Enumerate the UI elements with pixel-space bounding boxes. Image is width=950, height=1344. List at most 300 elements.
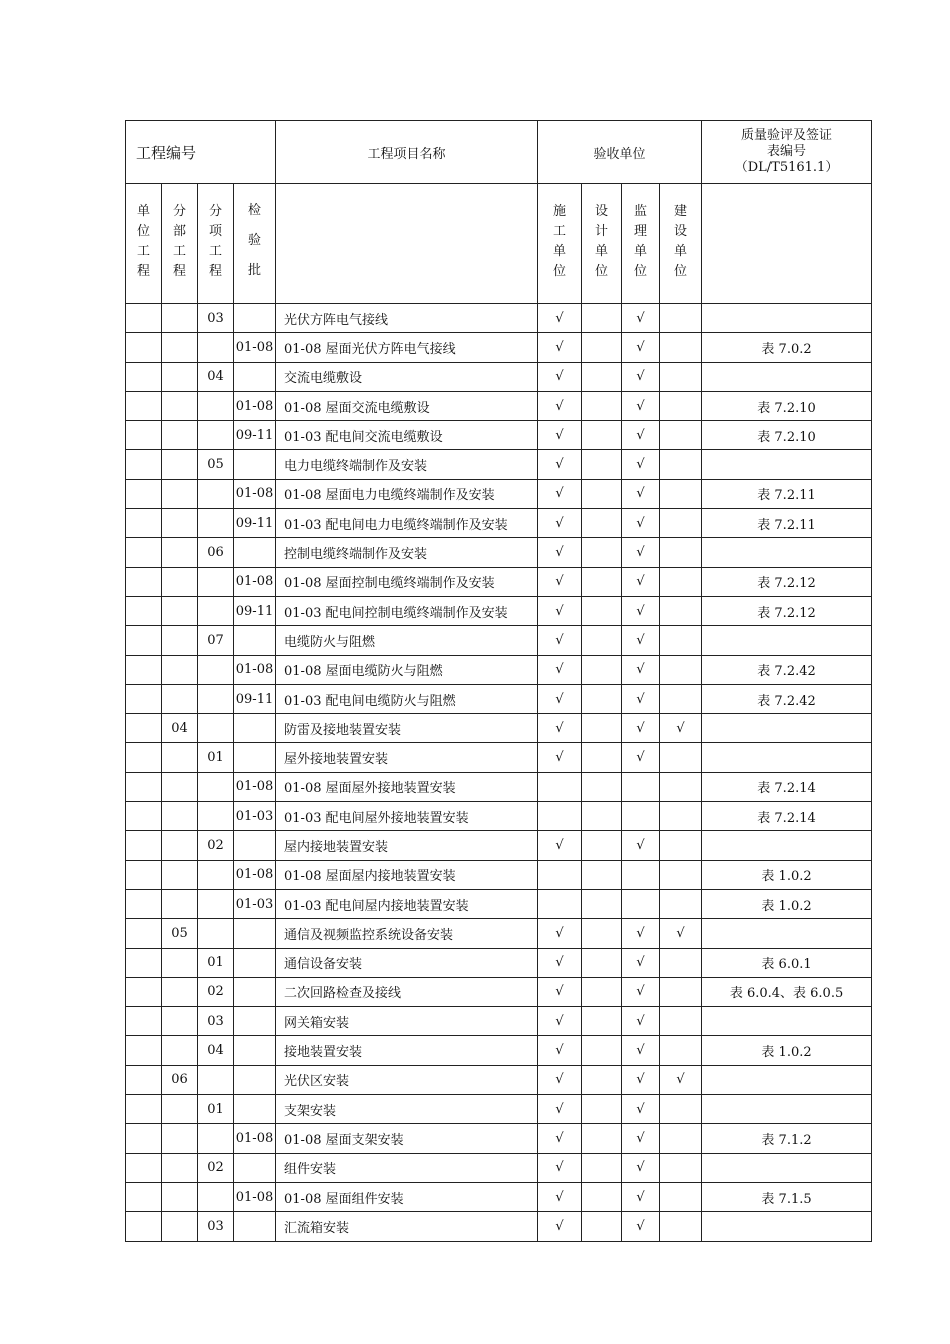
unit-project-cell — [126, 479, 162, 508]
unit-project-cell — [126, 831, 162, 860]
header-row — [126, 121, 872, 184]
form-ref-cell — [702, 304, 872, 333]
item-project-cell: 01 — [198, 948, 234, 977]
project-name-cell: 01-08 屋面屋内接地装置安装 — [276, 860, 538, 889]
unit-project-cell — [126, 772, 162, 801]
table-row — [126, 567, 872, 596]
supervision-check: √ — [622, 684, 660, 713]
project-name-cell: 01-08 屋面电缆防火与阻燃 — [276, 655, 538, 684]
form-ref-cell: 表 7.2.10 — [702, 391, 872, 420]
construction-check: √ — [538, 831, 582, 860]
owner-check: √ — [660, 714, 702, 743]
form-ref-cell: 表 7.0.2 — [702, 333, 872, 362]
design-check — [582, 802, 622, 831]
design-check — [582, 1007, 622, 1036]
form-ref-cell: 表 6.0.4、表 6.0.5 — [702, 977, 872, 1006]
table-row — [126, 1065, 872, 1094]
division-project-cell — [162, 362, 198, 391]
unit-project-cell — [126, 1095, 162, 1124]
form-ref-cell: 表 6.0.1 — [702, 948, 872, 977]
project-name-cell: 通信及视频监控系统设备安装 — [276, 919, 538, 948]
item-project-cell: 02 — [198, 831, 234, 860]
construction-check: √ — [538, 714, 582, 743]
design-check — [582, 1036, 622, 1065]
project-name-cell: 光伏区安装 — [276, 1065, 538, 1094]
project-name-cell: 01-03 配电间屋内接地装置安装 — [276, 889, 538, 918]
project-name-cell: 01-08 屋面屋外接地装置安装 — [276, 772, 538, 801]
division-project-cell — [162, 655, 198, 684]
construction-check: √ — [538, 977, 582, 1006]
division-project-cell — [162, 1212, 198, 1241]
project-name-cell: 支架安装 — [276, 1095, 538, 1124]
design-check — [582, 919, 622, 948]
item-project-cell — [198, 655, 234, 684]
construction-check: √ — [538, 626, 582, 655]
owner-check — [660, 479, 702, 508]
form-ref-cell: 表 7.2.42 — [702, 684, 872, 713]
supervision-check: √ — [622, 479, 660, 508]
table-row — [126, 655, 872, 684]
inspection-lot-cell: 01-08 — [234, 1124, 276, 1153]
construction-check: √ — [538, 333, 582, 362]
design-check — [582, 362, 622, 391]
design-check — [582, 538, 622, 567]
table-row — [126, 1182, 872, 1211]
item-project-cell — [198, 1182, 234, 1211]
owner-check — [660, 977, 702, 1006]
item-project-cell — [198, 567, 234, 596]
division-project-cell — [162, 1036, 198, 1065]
division-project-cell — [162, 479, 198, 508]
supervision-check: √ — [622, 391, 660, 420]
unit-project-cell — [126, 977, 162, 1006]
supervision-check — [622, 889, 660, 918]
design-check — [582, 860, 622, 889]
design-check — [582, 889, 622, 918]
table-row — [126, 802, 872, 831]
project-name-cell: 汇流箱安装 — [276, 1212, 538, 1241]
unit-project-cell — [126, 509, 162, 538]
project-name-cell: 01-08 屋面组件安装 — [276, 1182, 538, 1211]
owner-check — [660, 391, 702, 420]
table-row — [126, 333, 872, 362]
division-project-cell — [162, 421, 198, 450]
inspection-lot-cell — [234, 1153, 276, 1182]
unit-project-cell — [126, 421, 162, 450]
division-project-cell: 04 — [162, 714, 198, 743]
project-name-cell: 01-03 配电间屋外接地装置安装 — [276, 802, 538, 831]
table-row — [126, 860, 872, 889]
unit-project-cell — [126, 948, 162, 977]
unit-project-cell — [126, 391, 162, 420]
unit-project-cell — [126, 714, 162, 743]
supervision-check: √ — [622, 538, 660, 567]
unit-project-cell — [126, 655, 162, 684]
owner-check — [660, 567, 702, 596]
construction-check: √ — [538, 919, 582, 948]
table-row — [126, 421, 872, 450]
project-name-cell: 通信设备安装 — [276, 948, 538, 977]
item-project-cell — [198, 391, 234, 420]
form-ref-cell — [702, 1007, 872, 1036]
owner-check — [660, 509, 702, 538]
project-name-cell: 01-08 屋面光伏方阵电气接线 — [276, 333, 538, 362]
design-check — [582, 626, 622, 655]
supervision-check: √ — [622, 596, 660, 625]
inspection-lot-cell: 01-03 — [234, 889, 276, 918]
item-project-cell: 02 — [198, 977, 234, 1006]
inspection-lot-cell: 01-08 — [234, 479, 276, 508]
project-name-cell: 交流电缆敷设 — [276, 362, 538, 391]
supervision-check: √ — [622, 567, 660, 596]
form-ref-cell: 表 1.0.2 — [702, 1036, 872, 1065]
design-check — [582, 714, 622, 743]
project-name-cell: 屋内接地装置安装 — [276, 831, 538, 860]
item-project-cell: 01 — [198, 1095, 234, 1124]
owner-check — [660, 860, 702, 889]
owner-check — [660, 362, 702, 391]
project-name-cell: 01-08 屋面控制电缆终端制作及安装 — [276, 567, 538, 596]
owner-check — [660, 450, 702, 479]
table-row — [126, 919, 872, 948]
division-project-cell — [162, 567, 198, 596]
construction-check: √ — [538, 1007, 582, 1036]
division-project-cell — [162, 1124, 198, 1153]
unit-project-cell — [126, 919, 162, 948]
inspection-lot-cell: 01-08 — [234, 333, 276, 362]
unit-project-cell — [126, 684, 162, 713]
table-row — [126, 596, 872, 625]
form-ref-cell: 表 7.2.14 — [702, 802, 872, 831]
owner-check — [660, 743, 702, 772]
item-project-cell — [198, 479, 234, 508]
table-row — [126, 1007, 872, 1036]
form-ref-cell — [702, 450, 872, 479]
design-unit-header: 设 计 单 位 — [582, 184, 622, 304]
construction-check: √ — [538, 596, 582, 625]
form-ref-cell: 表 7.1.2 — [702, 1124, 872, 1153]
inspection-lot-cell: 01-08 — [234, 860, 276, 889]
form-ref-cell — [702, 1153, 872, 1182]
supervision-check: √ — [622, 1007, 660, 1036]
item-project-cell — [198, 333, 234, 362]
construction-check: √ — [538, 1212, 582, 1241]
table-row — [126, 772, 872, 801]
design-check — [582, 772, 622, 801]
form-ref-cell — [702, 919, 872, 948]
item-project-cell — [198, 684, 234, 713]
table-row — [126, 362, 872, 391]
unit-project-cell — [126, 1153, 162, 1182]
item-project-header: 分 项 工 程 — [198, 184, 234, 304]
construction-check: √ — [538, 421, 582, 450]
table-row — [126, 1212, 872, 1241]
item-project-cell — [198, 509, 234, 538]
quality-ref-line3: （DL/T5161.1） — [734, 160, 839, 175]
owner-check — [660, 1036, 702, 1065]
table-row — [126, 948, 872, 977]
inspection-lot-cell — [234, 304, 276, 333]
item-project-cell — [198, 421, 234, 450]
design-check — [582, 596, 622, 625]
design-check — [582, 1153, 622, 1182]
form-ref-cell: 表 7.2.42 — [702, 655, 872, 684]
design-check — [582, 1065, 622, 1094]
division-project-cell — [162, 684, 198, 713]
project-name-cell: 控制电缆终端制作及安装 — [276, 538, 538, 567]
form-ref-cell: 表 7.2.11 — [702, 479, 872, 508]
item-project-cell — [198, 1065, 234, 1094]
unit-project-cell — [126, 567, 162, 596]
table-row — [126, 977, 872, 1006]
unit-project-header: 单 位 工 程 — [126, 184, 162, 304]
form-ref-cell — [702, 1095, 872, 1124]
form-ref-cell: 表 7.2.10 — [702, 421, 872, 450]
owner-check — [660, 333, 702, 362]
owner-check — [660, 596, 702, 625]
supervision-unit-header: 监 理 单 位 — [622, 184, 660, 304]
form-ref-cell: 表 7.2.12 — [702, 567, 872, 596]
inspection-lot-cell — [234, 831, 276, 860]
supervision-check — [622, 860, 660, 889]
owner-check — [660, 1124, 702, 1153]
construction-check: √ — [538, 1124, 582, 1153]
inspection-lot-cell: 01-08 — [234, 772, 276, 801]
form-ref-cell — [702, 1212, 872, 1241]
supervision-check: √ — [622, 743, 660, 772]
construction-check — [538, 889, 582, 918]
supervision-check — [622, 802, 660, 831]
item-project-cell: 05 — [198, 450, 234, 479]
form-ref-cell — [702, 626, 872, 655]
table-row — [126, 831, 872, 860]
inspection-lot-cell — [234, 948, 276, 977]
supervision-check: √ — [622, 626, 660, 655]
owner-check — [660, 1007, 702, 1036]
project-name-cell: 01-03 配电间交流电缆敷设 — [276, 421, 538, 450]
project-name-header: 工程项目名称 — [276, 121, 538, 184]
table-row — [126, 479, 872, 508]
design-check — [582, 509, 622, 538]
inspection-lot-cell — [234, 1036, 276, 1065]
design-check — [582, 1212, 622, 1241]
unit-project-cell — [126, 1036, 162, 1065]
owner-check — [660, 772, 702, 801]
construction-check: √ — [538, 743, 582, 772]
table-row — [126, 538, 872, 567]
form-ref-cell — [702, 538, 872, 567]
owner-check — [660, 421, 702, 450]
project-name-cell: 01-03 配电间电缆防火与阻燃 — [276, 684, 538, 713]
supervision-check: √ — [622, 1182, 660, 1211]
supervision-check: √ — [622, 1065, 660, 1094]
project-name-cell: 01-08 屋面交流电缆敷设 — [276, 391, 538, 420]
division-project-cell — [162, 831, 198, 860]
inspection-lot-cell — [234, 977, 276, 1006]
division-project-cell — [162, 977, 198, 1006]
division-project-cell — [162, 509, 198, 538]
unit-project-cell — [126, 802, 162, 831]
construction-check: √ — [538, 1182, 582, 1211]
design-check — [582, 1124, 622, 1153]
inspection-lot-cell: 01-08 — [234, 1182, 276, 1211]
supervision-check: √ — [622, 1124, 660, 1153]
inspection-lot-cell: 09-11 — [234, 596, 276, 625]
division-project-cell — [162, 948, 198, 977]
inspection-lot-cell: 09-11 — [234, 509, 276, 538]
table-row — [126, 1036, 872, 1065]
item-project-cell — [198, 1124, 234, 1153]
construction-check — [538, 772, 582, 801]
inspection-lot-cell — [234, 362, 276, 391]
inspection-lot-cell: 01-03 — [234, 802, 276, 831]
design-check — [582, 333, 622, 362]
division-project-cell — [162, 743, 198, 772]
project-name-cell: 电缆防火与阻燃 — [276, 626, 538, 655]
acceptance-table — [125, 120, 872, 1242]
division-project-cell — [162, 626, 198, 655]
division-project-cell — [162, 860, 198, 889]
form-ref-cell — [702, 743, 872, 772]
item-project-cell: 02 — [198, 1153, 234, 1182]
inspection-lot-cell — [234, 1095, 276, 1124]
division-project-cell — [162, 1095, 198, 1124]
acceptance-unit-header: 验收单位 — [538, 121, 702, 184]
division-project-cell — [162, 802, 198, 831]
inspection-lot-cell: 09-11 — [234, 421, 276, 450]
project-name-cell: 防雷及接地装置安装 — [276, 714, 538, 743]
division-project-cell — [162, 450, 198, 479]
construction-check: √ — [538, 450, 582, 479]
division-project-cell — [162, 538, 198, 567]
unit-project-cell — [126, 538, 162, 567]
division-project-cell — [162, 889, 198, 918]
design-check — [582, 1095, 622, 1124]
inspection-lot-cell — [234, 1007, 276, 1036]
design-check — [582, 567, 622, 596]
project-name-cell: 组件安装 — [276, 1153, 538, 1182]
construction-check: √ — [538, 479, 582, 508]
project-name-cell: 接地装置安装 — [276, 1036, 538, 1065]
owner-unit-header: 建 设 单 位 — [660, 184, 702, 304]
construction-check — [538, 802, 582, 831]
construction-check: √ — [538, 509, 582, 538]
owner-check — [660, 1182, 702, 1211]
project-name-cell: 01-08 屋面支架安装 — [276, 1124, 538, 1153]
inspection-lot-header: 检 验 批 — [234, 184, 276, 304]
supervision-check: √ — [622, 714, 660, 743]
form-ref-cell: 表 1.0.2 — [702, 889, 872, 918]
supervision-check: √ — [622, 450, 660, 479]
subheader-row — [126, 184, 872, 304]
design-check — [582, 655, 622, 684]
division-project-cell — [162, 772, 198, 801]
project-name-cell: 光伏方阵电气接线 — [276, 304, 538, 333]
form-ref-cell: 表 1.0.2 — [702, 860, 872, 889]
division-project-cell — [162, 391, 198, 420]
item-project-cell — [198, 919, 234, 948]
unit-project-cell — [126, 889, 162, 918]
owner-check — [660, 802, 702, 831]
form-ref-cell: 表 7.2.12 — [702, 596, 872, 625]
unit-project-cell — [126, 450, 162, 479]
design-check — [582, 450, 622, 479]
inspection-lot-cell — [234, 1065, 276, 1094]
project-name-cell: 电力电缆终端制作及安装 — [276, 450, 538, 479]
item-project-cell — [198, 596, 234, 625]
construction-check: √ — [538, 655, 582, 684]
owner-check: √ — [660, 1065, 702, 1094]
supervision-check: √ — [622, 948, 660, 977]
quality-ref-line1: 质量验评及签证 — [741, 128, 833, 143]
unit-project-cell — [126, 304, 162, 333]
unit-project-cell — [126, 1124, 162, 1153]
project-name-cell: 屋外接地装置安装 — [276, 743, 538, 772]
owner-check — [660, 538, 702, 567]
quality-ref-line2: 表编号 — [767, 144, 807, 159]
supervision-check: √ — [622, 333, 660, 362]
design-check — [582, 1182, 622, 1211]
item-project-cell: 03 — [198, 1007, 234, 1036]
item-project-cell — [198, 714, 234, 743]
design-check — [582, 479, 622, 508]
division-project-cell — [162, 1182, 198, 1211]
design-check — [582, 304, 622, 333]
item-project-cell: 04 — [198, 1036, 234, 1065]
item-project-cell: 04 — [198, 362, 234, 391]
project-name-cell: 网关箱安装 — [276, 1007, 538, 1036]
division-project-cell — [162, 1153, 198, 1182]
form-ref-cell: 表 7.2.11 — [702, 509, 872, 538]
table-row — [126, 626, 872, 655]
form-ref-cell — [702, 714, 872, 743]
owner-check — [660, 948, 702, 977]
item-project-cell — [198, 772, 234, 801]
table-row — [126, 450, 872, 479]
item-project-cell — [198, 802, 234, 831]
construction-check: √ — [538, 538, 582, 567]
supervision-check: √ — [622, 655, 660, 684]
item-project-cell — [198, 889, 234, 918]
division-project-cell — [162, 304, 198, 333]
unit-project-cell — [126, 333, 162, 362]
table-row — [126, 509, 872, 538]
design-check — [582, 948, 622, 977]
inspection-lot-cell — [234, 1212, 276, 1241]
item-project-cell: 07 — [198, 626, 234, 655]
division-project-cell — [162, 596, 198, 625]
design-check — [582, 743, 622, 772]
supervision-check: √ — [622, 509, 660, 538]
owner-check — [660, 889, 702, 918]
item-project-cell: 03 — [198, 304, 234, 333]
division-project-cell: 06 — [162, 1065, 198, 1094]
owner-check — [660, 684, 702, 713]
construction-check: √ — [538, 1095, 582, 1124]
form-ref-cell: 表 7.2.14 — [702, 772, 872, 801]
table-row — [126, 1124, 872, 1153]
unit-project-cell — [126, 1065, 162, 1094]
table-row — [126, 1095, 872, 1124]
construction-check: √ — [538, 391, 582, 420]
design-check — [582, 977, 622, 1006]
name-blank — [276, 184, 538, 304]
unit-project-cell — [126, 362, 162, 391]
item-project-cell: 06 — [198, 538, 234, 567]
construction-check: √ — [538, 1153, 582, 1182]
construction-check: √ — [538, 362, 582, 391]
construction-check: √ — [538, 567, 582, 596]
